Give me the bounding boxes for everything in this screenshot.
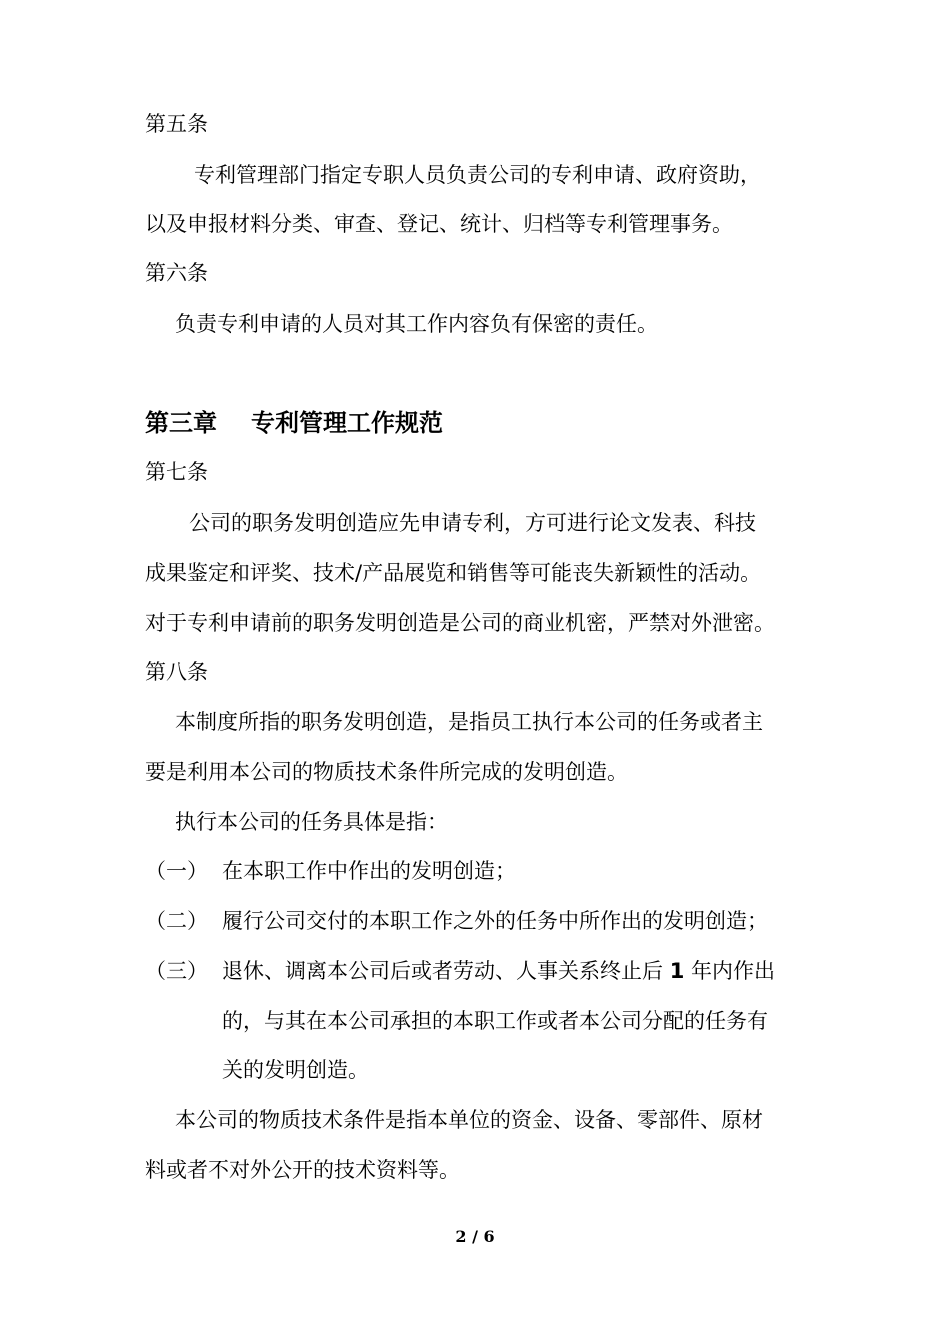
article-5-title: 第五条 [145, 112, 208, 136]
article-8-para-3-line-2: 料或者不对外公开的技术资料等。 [145, 1158, 460, 1182]
chapter-title: 专利管理工作规范 [251, 409, 443, 437]
article-8-title: 第八条 [145, 660, 208, 684]
article-8-para-1-line-1: 本制度所指的职务发明创造，是指员工执行本公司的任务或者主 [175, 710, 763, 734]
article-8-para-3-line-1: 本公司的物质技术条件是指本单位的资金、设备、零部件、原材 [175, 1108, 763, 1132]
chapter-number: 第三章 [145, 409, 217, 437]
list-item-3-label: （三） [145, 959, 208, 983]
article-7-line-3: 对于专利申请前的职务发明创造是公司的商业机密，严禁对外泄密。 [145, 611, 775, 635]
list-item-1-text: 在本职工作中作出的发明创造； [222, 859, 516, 883]
article-7-line-2: 成果鉴定和评奖、技术/产品展览和销售等可能丧失新颖性的活动。 [145, 561, 762, 585]
list-item-2-text: 履行公司交付的本职工作之外的任务中所作出的发明创造； [222, 909, 768, 933]
article-7-title: 第七条 [145, 460, 208, 484]
list-item-3-line-1 [222, 961, 775, 982]
article-6-line-1: 负责专利申请的人员对其工作内容负有保密的责任。 [175, 312, 658, 336]
list-item-3-year-number: 1 [669, 959, 685, 983]
article-8-para-2-line-1: 执行本公司的任务具体是指： [175, 810, 448, 834]
list-item-3-line-1-a: 退休、调离本公司后或者劳动、人事关系终止后 [222, 959, 663, 983]
article-5-line-2: 以及申报材料分类、审查、登记、统计、归档等专利管理事务。 [145, 212, 733, 236]
list-item-3-line-3: 关的发明创造。 [222, 1058, 369, 1082]
list-item-2-label: （二） [145, 909, 208, 933]
article-5-line-1: 专利管理部门指定专职人员负责公司的专利申请、政府资助， [194, 163, 761, 187]
list-item-3-line-1-b: 年内作出 [691, 959, 775, 983]
page-number: 2 / 6 [455, 1227, 495, 1246]
article-7-line-1: 公司的职务发明创造应先申请专利，方可进行论文发表、科技 [189, 511, 756, 535]
article-8-para-1-line-2: 要是利用本公司的物质技术条件所完成的发明创造。 [145, 760, 628, 784]
chapter-heading [145, 411, 443, 435]
article-6-title: 第六条 [145, 261, 208, 285]
list-item-1-label: （一） [145, 859, 208, 883]
list-item-3-line-2: 的，与其在本公司承担的本职工作或者本公司分配的任务有 [222, 1009, 768, 1033]
